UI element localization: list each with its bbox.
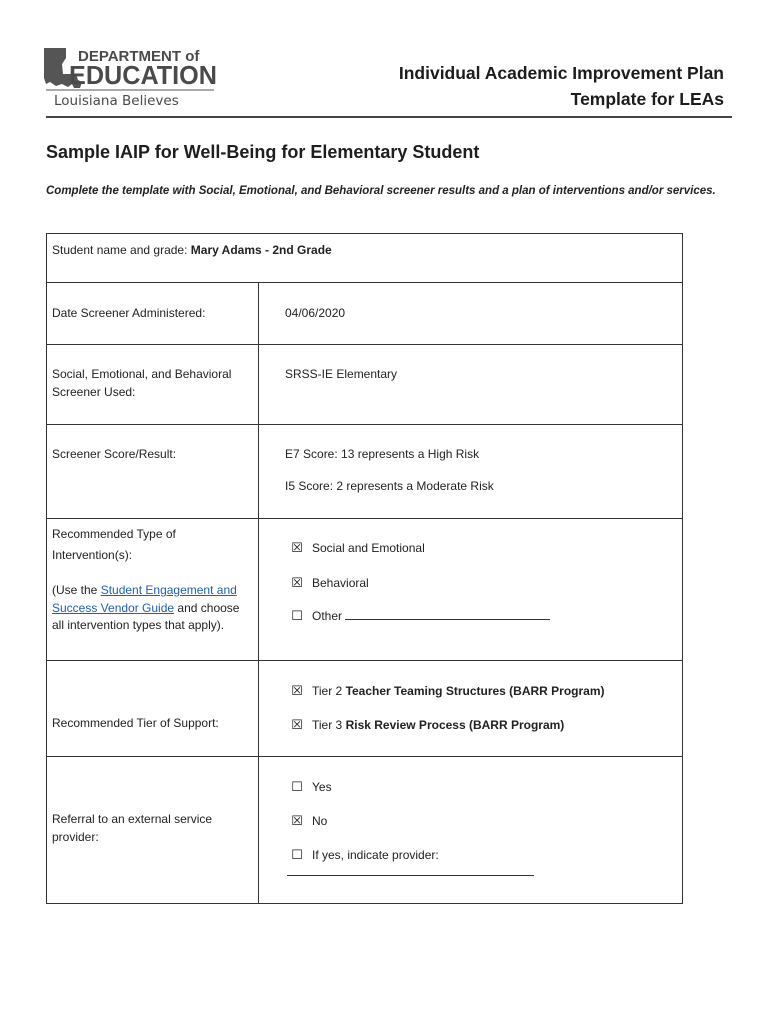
- row-date: [47, 283, 682, 345]
- screener-label-line-2: Screener Used:: [52, 384, 136, 399]
- score-i5[interactable]: I5 Score: 2 represents a Moderate Risk: [285, 479, 494, 493]
- referral-label-line-2: provider:: [52, 829, 99, 844]
- document-title: Sample IAIP for Well-Being for Elementary Student: [46, 142, 480, 162]
- checkbox-checked-icon[interactable]: ☒: [291, 540, 303, 555]
- option-referral-yes[interactable]: [290, 779, 332, 795]
- student-value: Mary Adams - 2nd Grade: [190, 243, 332, 257]
- tier-prefix: Tier 2: [312, 684, 346, 698]
- column-divider: [258, 345, 259, 424]
- page-header: [0, 0, 770, 120]
- option-referral-provider[interactable]: [290, 847, 439, 863]
- intervention-note: [52, 582, 239, 635]
- checkbox-checked-icon[interactable]: ☒: [291, 813, 303, 828]
- checkbox-checked-icon[interactable]: ☒: [291, 575, 303, 590]
- option-label: Behavioral: [312, 576, 369, 590]
- option-label: No: [312, 814, 328, 828]
- score-label: Screener Score/Result:: [52, 447, 177, 461]
- intervention-label-line-1: Recommended Type of: [52, 527, 176, 541]
- column-divider: [258, 757, 259, 903]
- referral-label-line-1: Referral to an external service: [52, 812, 213, 826]
- column-divider: [258, 425, 259, 518]
- note-text: and choose: [174, 600, 240, 615]
- header-title: [399, 60, 724, 112]
- row-intervention: [47, 519, 682, 661]
- intervention-label-line-2: Intervention(s):: [52, 548, 133, 562]
- option-label: Other: [312, 609, 343, 623]
- screener-label-line-1: Social, Emotional, and Behavioral: [52, 367, 232, 381]
- header-title-line-1: Individual Academic Improvement Plan: [398, 63, 724, 83]
- checkbox-checked-icon[interactable]: ☒: [291, 683, 303, 698]
- date-value[interactable]: 04/06/2020: [285, 306, 346, 320]
- intervention-label: [52, 524, 176, 566]
- checkbox-empty-icon[interactable]: ☐: [291, 847, 303, 862]
- option-tier-2[interactable]: [290, 683, 605, 699]
- tier-name: Teacher Teaming Structures (BARR Program): [345, 684, 605, 698]
- option-behavioral[interactable]: [290, 575, 369, 591]
- svg-text:DEPARTMENT of: DEPARTMENT of: [78, 48, 200, 65]
- row-score: [47, 425, 682, 519]
- student-label: Student name and grade:: [52, 243, 188, 257]
- header-title-line-2: Template for LEAs: [570, 89, 724, 109]
- department-of-education-logo: [42, 44, 232, 112]
- svg-text:EDUCATION: EDUCATION: [69, 60, 217, 90]
- row-tier: [47, 661, 682, 757]
- iaip-form-table: [46, 233, 683, 904]
- tier-label: Recommended Tier of Support:: [52, 716, 219, 730]
- option-referral-no[interactable]: [290, 813, 327, 829]
- score-e7[interactable]: E7 Score: 13 represents a High Risk: [285, 447, 480, 461]
- option-label: Yes: [312, 780, 332, 794]
- tier-name: Risk Review Process (BARR Program): [345, 718, 565, 732]
- vendor-guide-link[interactable]: Student Engagement and: [100, 583, 237, 597]
- student-field[interactable]: [52, 242, 332, 260]
- checkbox-checked-icon[interactable]: ☒: [291, 717, 303, 732]
- column-divider: [258, 661, 259, 756]
- vendor-guide-link-cont[interactable]: Success Vendor Guide: [52, 600, 175, 615]
- column-divider: [258, 283, 259, 344]
- note-text-end: all intervention types that apply).: [52, 618, 225, 632]
- instructions-text: Complete the template with Social, Emotional, and Behavioral screener results and a plan of interventions and/or services.: [46, 185, 716, 197]
- other-blank-line[interactable]: [345, 609, 550, 620]
- referral-label: [52, 811, 212, 846]
- note-text: (Use the: [52, 583, 101, 597]
- option-label: If yes, indicate provider:: [312, 848, 439, 862]
- svg-text:Louisiana Believes: Louisiana Believes: [54, 93, 179, 109]
- checkbox-empty-icon[interactable]: ☐: [291, 779, 303, 794]
- screener-value[interactable]: SRSS-IE Elementary: [285, 367, 398, 381]
- screener-label: [52, 366, 231, 401]
- tier-prefix: Tier 3: [312, 718, 346, 732]
- option-label: Social and Emotional: [312, 541, 425, 555]
- row-referral: [47, 757, 682, 903]
- date-label: Date Screener Administered:: [52, 306, 206, 320]
- option-social-emotional[interactable]: [290, 540, 425, 556]
- row-screener: [47, 345, 682, 425]
- header-divider: [46, 116, 732, 118]
- row-student: [47, 234, 682, 283]
- option-other[interactable]: [290, 608, 550, 624]
- option-tier-3[interactable]: [290, 717, 564, 733]
- provider-blank-line[interactable]: [287, 875, 534, 876]
- column-divider: [258, 519, 259, 660]
- checkbox-empty-icon[interactable]: ☐: [291, 608, 303, 623]
